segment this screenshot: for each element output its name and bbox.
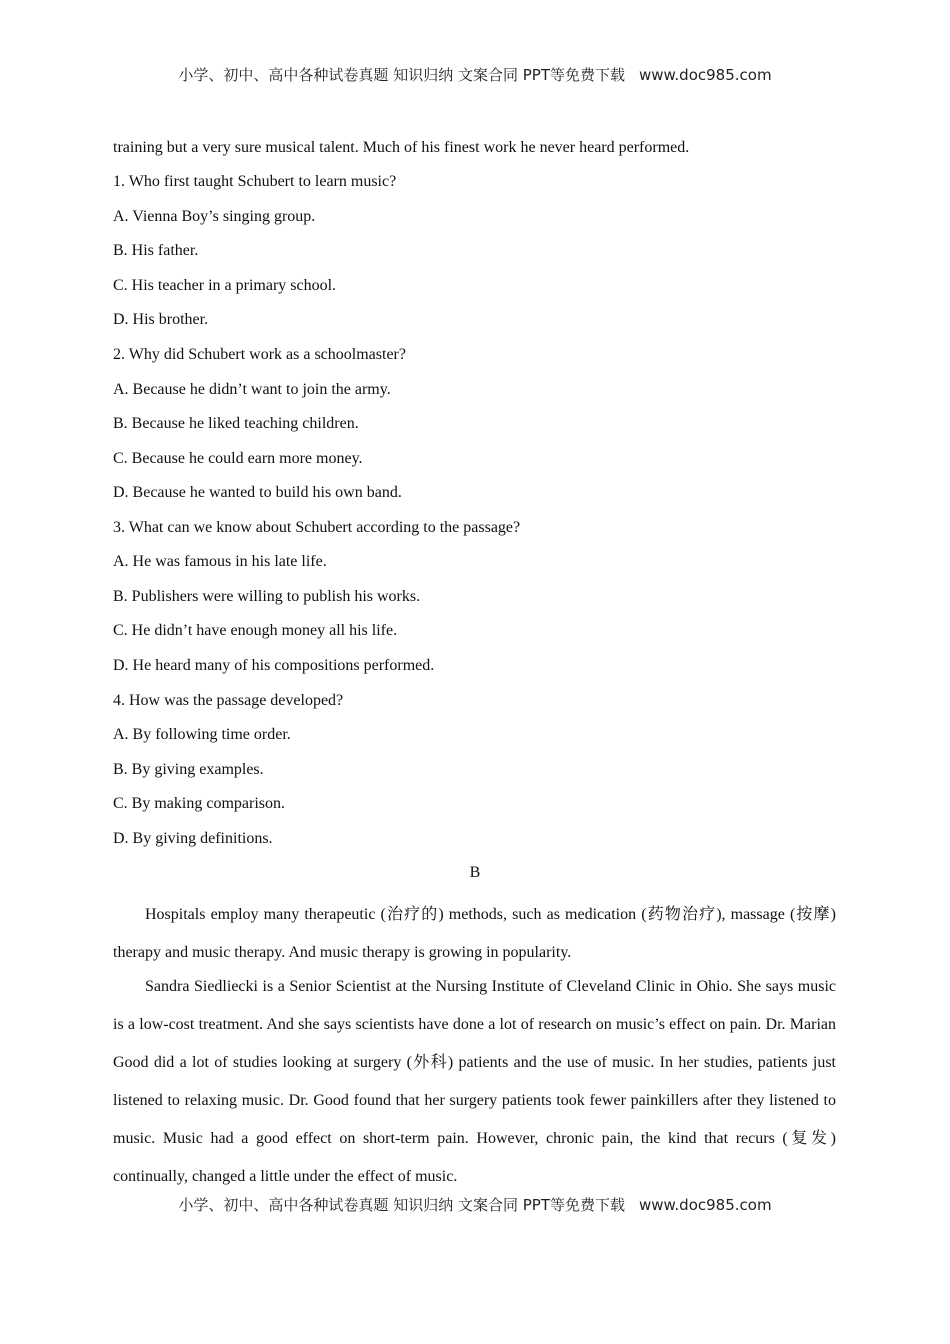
- intro-line: training but a very sure musical talent. Much of his finest work he never heard performed.: [113, 139, 690, 156]
- question-1-option-a: A. Vienna Boy’s singing group.: [113, 208, 316, 225]
- page-footer: [0, 1194, 950, 1215]
- question-3-option-c: C. He didn’t have enough money all his life.: [113, 622, 398, 639]
- question-4-option-a: A. By following time order.: [113, 726, 291, 743]
- question-2: 2. Why did Schubert work as a schoolmaster?: [113, 346, 406, 363]
- question-3-option-d: D. He heard many of his compositions performed.: [113, 657, 435, 674]
- question-4-option-d: D. By giving definitions.: [113, 830, 273, 847]
- question-4: 4. How was the passage developed?: [113, 692, 344, 709]
- question-4-option-b: B. By giving examples.: [113, 761, 264, 778]
- footer-site-link[interactable]: www.doc985.com: [638, 1196, 772, 1214]
- page-header: [0, 64, 950, 85]
- question-2-option-c: C. Because he could earn more money.: [113, 450, 363, 467]
- question-4-option-c: C. By making comparison.: [113, 795, 285, 812]
- question-1-option-c: C. His teacher in a primary school.: [113, 277, 337, 294]
- question-3-option-b: B. Publishers were willing to publish his works.: [113, 588, 421, 605]
- question-2-option-a: A. Because he didn’t want to join the army.: [113, 381, 391, 398]
- header-text: 小学、初中、高中各种试卷真题 知识归纳 文案合同 PPT等免费下载: [178, 66, 625, 84]
- question-3-option-a: A. He was famous in his late life.: [113, 553, 327, 570]
- section-label: B: [469, 864, 481, 881]
- question-2-option-d: D. Because he wanted to build his own band.: [113, 484, 402, 501]
- question-1-option-d: D. His brother.: [113, 311, 209, 328]
- question-1: 1. Who first taught Schubert to learn music?: [113, 173, 397, 190]
- passage-paragraph-2: Sandra Siedliecki is a Senior Scientist at the Nursing Institute of Cleveland Clinic in Ohio. She says music is a low-cost treatment. And she says scientists have done a lot of research on music’s effect on pain. Dr. Marian Good did a lot of studies looking at surgery (外科) patients and the use of music. In her studies, patients just listened to relaxing music. Dr. Good found that her surgery patients took fewer painkillers after they listened to music. Music had a good effect on short-term pain. However, chronic pain, the kind that recurs (复发) continually, changed a little under the effect of music.: [113, 978, 836, 1185]
- header-site-link[interactable]: www.doc985.com: [638, 66, 772, 84]
- footer-text: 小学、初中、高中各种试卷真题 知识归纳 文案合同 PPT等免费下载: [178, 1196, 625, 1214]
- passage-paragraph-1: Hospitals employ many therapeutic (治疗的) methods, such as medication (药物治疗), massage (按摩) therapy and music therapy. And music therapy is growing in popularity.: [113, 906, 836, 961]
- question-3: 3. What can we know about Schubert according to the passage?: [113, 519, 521, 536]
- question-1-option-b: B. His father.: [113, 242, 199, 259]
- question-2-option-b: B. Because he liked teaching children.: [113, 415, 359, 432]
